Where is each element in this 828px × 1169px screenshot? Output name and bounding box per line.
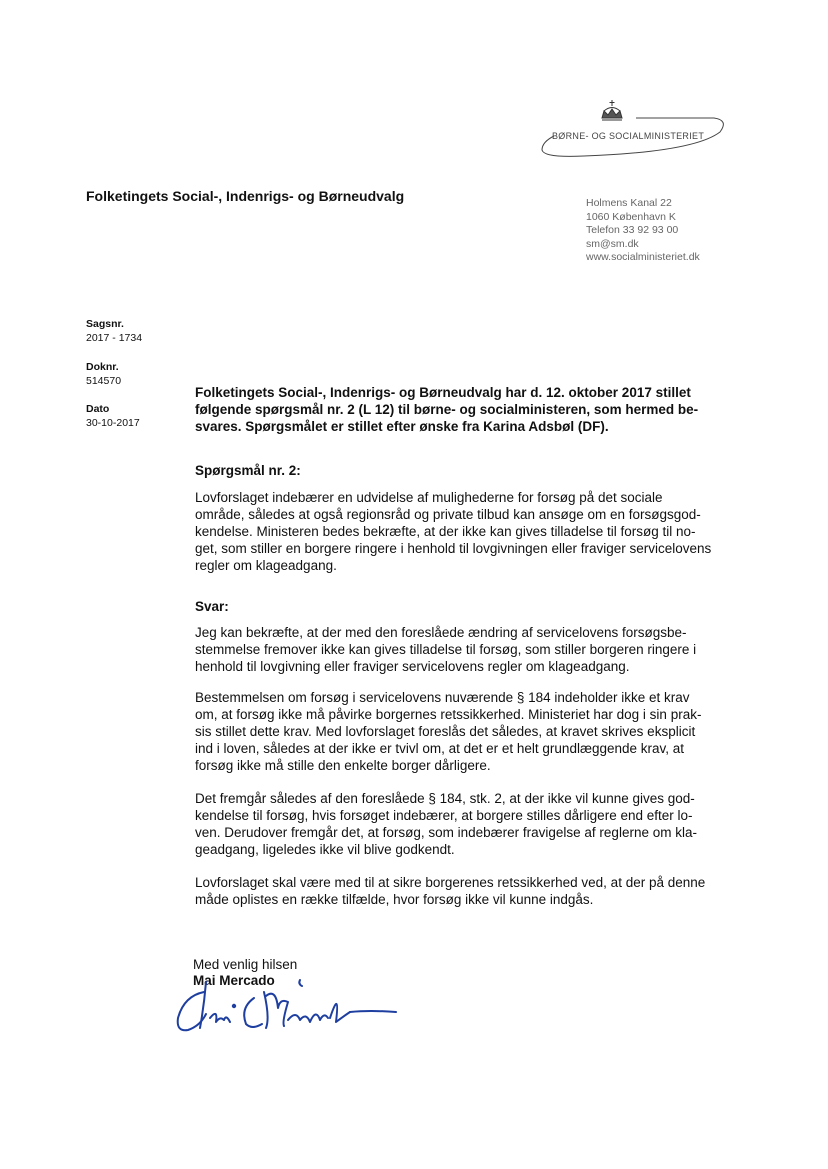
recipient: Folketingets Social-, Indenrigs- og Børneudvalg	[86, 188, 405, 204]
answer-line: stemmelse fremover ikke kan gives tilladelse til forsøg, som stiller borgeren ringere i	[195, 642, 697, 657]
date-label: Dato	[86, 403, 110, 415]
address-phone: Telefon 33 92 93 00	[586, 224, 679, 236]
doc-number: 514570	[86, 375, 122, 387]
address-city: 1060 København K	[586, 210, 676, 223]
answer-paragraph	[195, 874, 715, 908]
ministry-name: BØRNE- OG SOCIALMINISTERIET	[552, 131, 705, 141]
question-text	[195, 489, 715, 574]
question-heading: Spørgsmål nr. 2:	[195, 463, 301, 478]
case-number: 2017 - 1734	[86, 332, 143, 344]
intro-line: svares. Spørgsmålet er stillet efter ønske fra Karina Adsbøl (DF).	[195, 419, 609, 434]
answer-line: geadgang, ligeledes ikke vil blive godkendt.	[195, 842, 455, 857]
address-block	[586, 197, 700, 265]
intro-paragraph	[195, 384, 715, 435]
answer-line: kendelse til forsøg, hvis forsøget indebærer, at borgere stilles dårligere end efter lo-	[195, 808, 693, 823]
answer-line: Det fremgår således af den foreslåede § 184, stk. 2, at der ikke vil kunne gives god-	[195, 791, 695, 806]
question-line: get, som stiller en borgere ringere i henhold til lovgivningen eller fraviger servicelovens	[195, 541, 712, 556]
answer-line: om, at forsøg ikke må påvirke borgernes retssikkerhed. Ministeriet har dog i sin prak-	[195, 707, 702, 722]
answer-heading: Svar:	[195, 599, 229, 614]
signer-name: Mai Mercado	[193, 973, 275, 988]
question-line: regler om klageadgang.	[195, 558, 337, 573]
answer-paragraph	[195, 689, 715, 774]
address-web[interactable]: www.socialministeriet.dk	[586, 251, 700, 263]
answer-line: sis stillet dette krav. Med lovforslaget foreslås det således, at kravet skrives eksplicit	[195, 724, 696, 739]
date: 30-10-2017	[86, 417, 140, 429]
signature	[170, 978, 400, 1040]
answer-line: Bestemmelsen om forsøg i servicelovens nuværende § 184 indeholder ikke et krav	[195, 690, 690, 705]
answer-line: ven. Derudover fremgår det, at forsøg, som indebærer fravigelse af reglerne om kla-	[195, 825, 697, 840]
greeting: Med venlig hilsen	[193, 957, 298, 972]
answer-line: henhold til lovgivning eller fraviger servicelovens regler om klageadgang.	[195, 659, 630, 674]
question-line: område, således at også regionsråd og private tilbud kan ansøge om en forsøgsgod-	[195, 507, 701, 522]
address-email[interactable]: sm@sm.dk	[586, 237, 639, 250]
answer-line: Jeg kan bekræfte, at der med den foreslåede ændring af servicelovens forsøgsbe-	[195, 625, 687, 640]
question-line: Lovforslaget indebærer en udvidelse af mulighederne for forsøg på det sociale	[195, 490, 663, 505]
answer-line: Lovforslaget skal være med til at sikre borgerenes retssikkerhed ved, at der på denne	[195, 875, 706, 890]
answer-paragraph	[195, 624, 715, 675]
address-street: Holmens Kanal 22	[586, 197, 672, 209]
intro-line: følgende spørgsmål nr. 2 (L 12) til børne- og socialministeren, som hermed be-	[195, 402, 699, 417]
answer-paragraph	[195, 790, 715, 858]
case-number-label: Sagsnr.	[86, 318, 124, 330]
crown-icon	[602, 100, 622, 120]
answer-line: forsøg ikke må stille den enkelte borger dårligere.	[195, 758, 491, 773]
doc-number-label: Doknr.	[86, 361, 119, 373]
question-line: kendelse. Ministeren bedes bekræfte, at der ikke kan gives tilladelse til forsøg til no-	[195, 524, 696, 539]
intro-line: Folketingets Social-, Indenrigs- og Børneudvalg har d. 12. oktober 2017 stillet	[195, 385, 691, 400]
answer-line: måde oplistes en række tilfælde, hvor forsøg ikke vil kunne indgås.	[195, 892, 594, 907]
answer-line: ind i loven, således at der ikke er tvivl om, at det er et helt grundlæggende krav, at	[195, 741, 685, 756]
